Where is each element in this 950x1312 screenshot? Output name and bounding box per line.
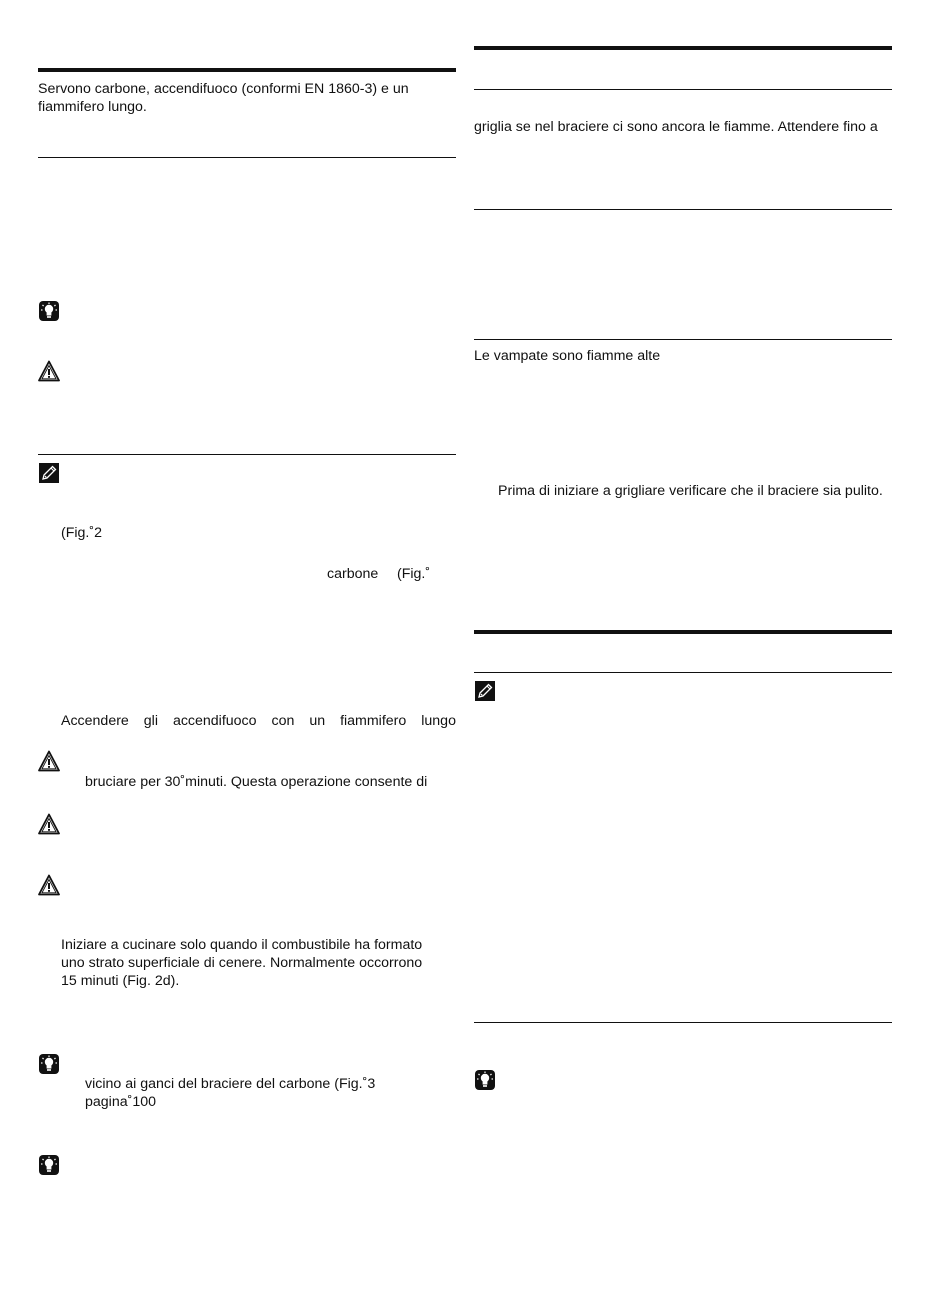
figure-ref: (Fig.˚	[397, 566, 431, 582]
intro-text-line-1: Servono carbone, accendifuoco (conformi EN 1860-3) e un	[38, 81, 409, 97]
warning-triangle-icon	[38, 750, 60, 772]
pencil-note-icon	[38, 462, 60, 484]
word: accendifuoco	[172, 713, 257, 729]
burn-time-text: bruciare per 30˚minuti. Questa operazione consente di	[85, 774, 428, 790]
lightbulb-icon	[38, 1154, 60, 1176]
warning-triangle-icon	[38, 360, 60, 382]
cook-start-line-1: Iniziare a cucinare solo quando il combustibile ha formato	[61, 937, 423, 953]
word: Accendere	[61, 713, 129, 729]
warning-triangle-icon	[38, 813, 60, 835]
word: un	[309, 713, 326, 729]
section-rule-mid-right	[474, 630, 892, 634]
lightbulb-icon	[38, 1053, 60, 1075]
lightbulb-icon	[474, 1069, 496, 1091]
section-rule-left-1	[38, 157, 456, 158]
section-rule-right-3	[474, 339, 892, 340]
section-rule-right-5	[474, 1022, 892, 1023]
section-rule-left-2	[38, 454, 456, 455]
warning-triangle-icon	[38, 874, 60, 896]
section-rule-right-2	[474, 209, 892, 210]
grill-flames-text: griglia se nel braciere ci sono ancora le fiamme. Attendere fino a	[474, 119, 878, 135]
hooks-text-line-2: pagina˚100	[85, 1094, 156, 1110]
lightbulb-icon	[38, 300, 60, 322]
section-rule-top-right	[474, 46, 892, 50]
section-rule-right-1	[474, 89, 892, 90]
word: fiammifero	[340, 713, 407, 729]
cook-start-line-2: uno strato superficiale di cenere. Normalmente occorrono	[61, 955, 423, 971]
flare-ups-text: Le vampate sono fiamme alte	[474, 348, 661, 364]
intro-text-line-2: fiammifero lungo.	[38, 99, 147, 115]
word: gli	[143, 713, 158, 729]
carbone-text: carbone	[327, 566, 379, 582]
pencil-note-icon	[474, 680, 496, 702]
ignite-instruction-line	[61, 712, 456, 730]
word: con	[271, 713, 295, 729]
word: lungo	[421, 713, 456, 729]
hooks-text-line-1: vicino ai ganci del braciere del carbone (Fig.˚3	[85, 1076, 376, 1092]
figure-ref-2: (Fig.˚2	[61, 525, 102, 541]
section-rule-right-4	[474, 672, 892, 673]
cook-start-line-3: 15 minuti (Fig. 2d).	[61, 973, 180, 989]
section-rule-top-left	[38, 68, 456, 72]
clean-braciere-text: Prima di iniziare a grigliare verificare che il braciere sia pulito.	[498, 483, 883, 499]
